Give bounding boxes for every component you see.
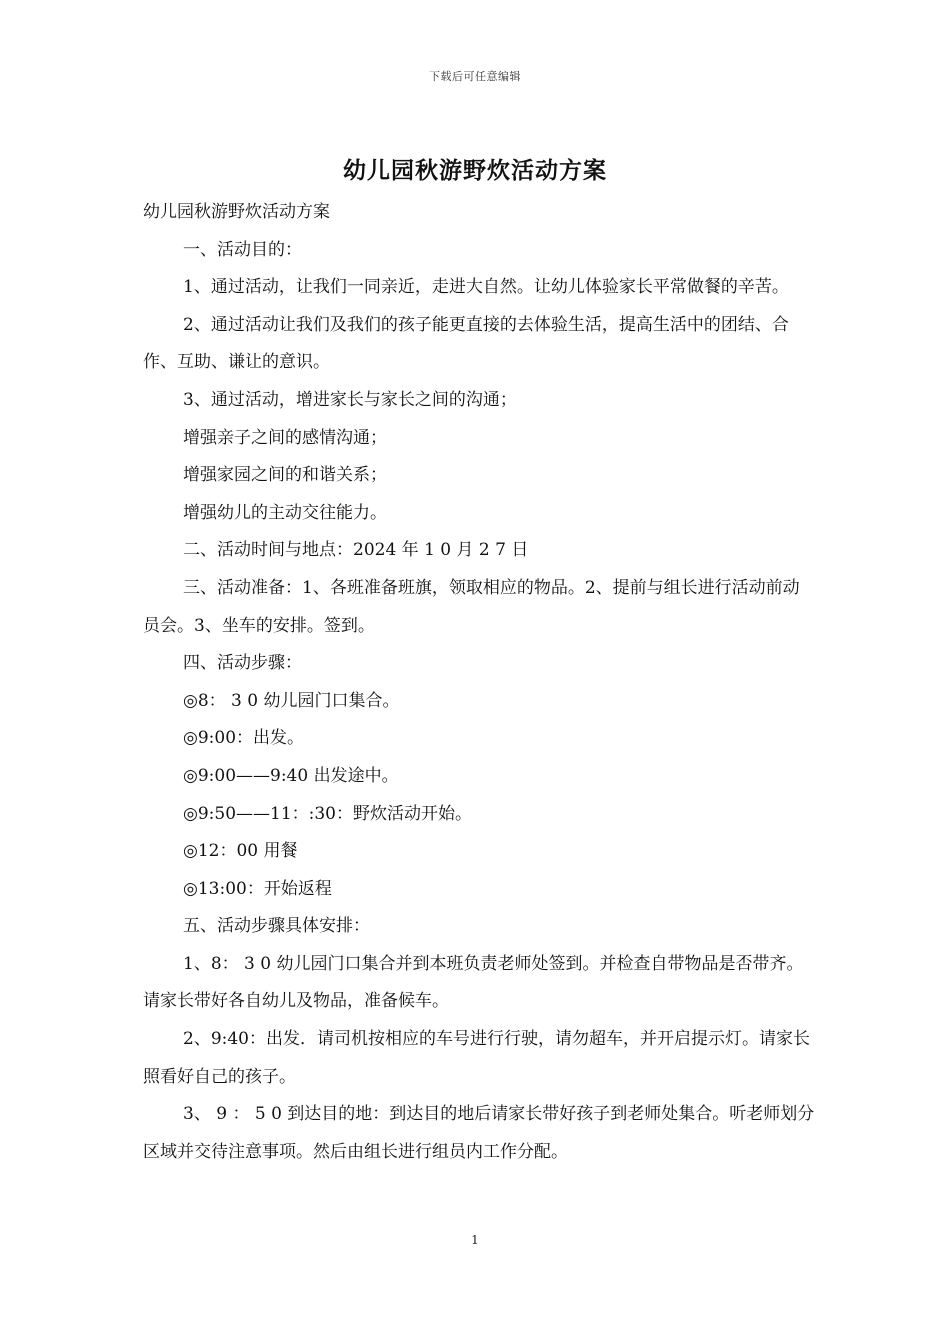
page-number: 1 [471,1233,479,1247]
paragraph: 1、通过活动，让我们一同亲近，走进大自然。让幼儿体验家长平常做餐的辛苦。 [183,277,789,298]
paragraph: ◎9:00：出发。 [183,728,305,749]
paragraph: 三、活动准备：1、各班准备班旗，领取相应的物品。2、提前与组长进行活动前动员会。3、坐车的安排。签到。 [143,577,800,636]
paragraph: 五、活动步骤具体安排： [183,916,370,937]
paragraph: 3、 9 ： 5 0 到达目的地：到达目的地后请家长带好孩子到老师处集合。听老师划分区域并交待注意事项。然后由组长进行组员内工作分配。 [143,1104,815,1162]
header-note: 下载后可任意编辑 [429,70,521,83]
paragraph: ◎9:50——11：:30：野炊活动开始。 [183,803,472,824]
paragraph: ◎13:00：开始返程 [183,878,332,899]
document-body [143,194,815,1171]
paragraph: 1、8： 3 0 幼儿园门口集合并到本班负责老师处签到。并检查自带物品是否带齐。请家长带好各自幼儿及物品，准备候车。 [143,953,804,1012]
paragraph: ◎9:00——9:40 出发途中。 [183,765,399,786]
paragraph: ◎8： 3 0 幼儿园门口集合。 [183,690,400,711]
paragraph: 2、通过活动让我们及我们的孩子能更直接的去体验生活，提高生活中的团结、合作、互助、谦让的意识。 [143,314,789,373]
paragraph: 四、活动步骤： [183,653,302,674]
paragraph: 幼儿园秋游野炊活动方案 [143,202,330,222]
paragraph: 增强亲子之间的感情沟通； [183,427,387,448]
document-title: 幼儿园秋游野炊活动方案 [343,157,607,184]
paragraph: 一、活动目的： [183,239,302,260]
paragraph: 增强家园之间的和谐关系； [183,465,387,486]
paragraph: 增强幼儿的主动交往能力。 [183,502,387,523]
paragraph: 3、通过活动，增进家长与家长之间的沟通； [183,389,517,410]
paragraph: 二、活动时间与地点：2024 年 1 0 月 2 7 日 [183,540,529,561]
paragraph: ◎12：00 用餐 [183,841,298,862]
paragraph: 2、9:40：出发．请司机按相应的车号进行行驶，请勿超车，并开启提示灯。请家长照看好自己的孩子。 [143,1029,810,1087]
